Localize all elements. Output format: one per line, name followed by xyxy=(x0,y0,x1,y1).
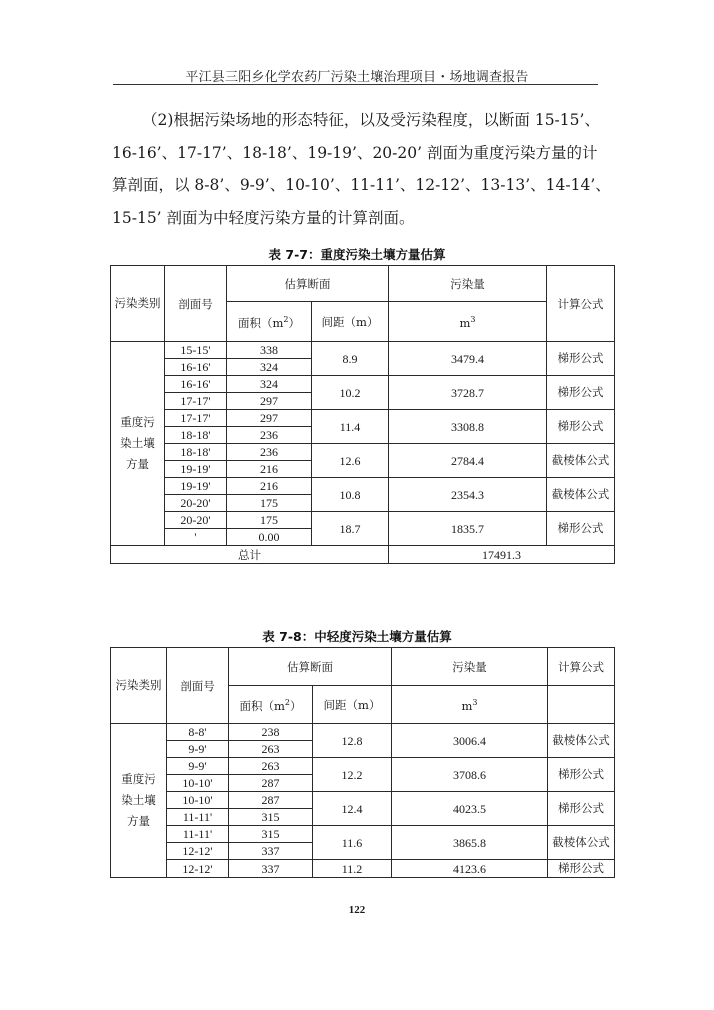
table1-heavy-pollution-volume xyxy=(110,265,615,564)
header-area-sup: 2 xyxy=(283,315,289,325)
spacing-cell: 10.2 xyxy=(312,376,389,410)
formula-cell: 梯形公式 xyxy=(547,376,615,410)
section-cell: 20-20' xyxy=(165,495,227,512)
unit-sup: 3 xyxy=(470,315,476,325)
area-cell: 175 xyxy=(227,495,312,512)
header-area xyxy=(227,302,312,342)
spacing-cell: 11.2 xyxy=(313,860,392,878)
spacing-cell: 12.6 xyxy=(312,444,389,478)
spacing-cell: 10.8 xyxy=(312,478,389,512)
area-cell: 287 xyxy=(229,792,313,809)
table-row xyxy=(111,478,615,495)
area-cell: 324 xyxy=(227,359,312,376)
header-formula: 计算公式 xyxy=(547,266,615,342)
area-cell: 236 xyxy=(227,427,312,444)
section-cell: 18-18' xyxy=(165,444,227,461)
header-area-label: 面积（m xyxy=(239,698,285,713)
spacing-cell: 11.6 xyxy=(313,826,392,860)
spacing-cell: 8.9 xyxy=(312,342,389,376)
formula-cell: 梯形公式 xyxy=(547,410,615,444)
spacing-cell: 12.4 xyxy=(313,792,392,826)
section-cell: 15-15' xyxy=(165,342,227,359)
category-cell: 重度污染土壤方量 xyxy=(111,724,167,878)
category-cell: 重度污染土壤方量 xyxy=(111,342,165,546)
section-cell: 17-17' xyxy=(165,393,227,410)
area-cell: 337 xyxy=(229,860,313,878)
unit-label: m xyxy=(459,315,471,330)
volume-cell: 3865.8 xyxy=(392,826,548,860)
paragraph-line: 15-15’ 剖面为中轻度污染方量的计算剖面。 xyxy=(112,208,415,227)
section-cell: 11-11' xyxy=(167,809,229,826)
spacing-cell: 12.2 xyxy=(313,758,392,792)
page-number: 122 xyxy=(348,904,366,916)
area-cell: 0.00 xyxy=(227,529,312,546)
area-cell: 338 xyxy=(227,342,312,359)
formula-cell: 截棱体公式 xyxy=(548,724,615,758)
volume-cell: 3006.4 xyxy=(392,724,548,758)
table-row xyxy=(111,826,615,843)
table-row xyxy=(111,376,615,393)
header-formula-blank xyxy=(548,686,615,724)
table-row xyxy=(111,512,615,529)
area-cell: 263 xyxy=(229,758,313,775)
volume-cell: 4123.6 xyxy=(392,860,548,878)
area-cell: 236 xyxy=(227,444,312,461)
spacing-cell: 11.4 xyxy=(312,410,389,444)
header-rule xyxy=(113,84,598,85)
formula-cell: 梯形公式 xyxy=(548,792,615,826)
section-cell: 16-16' xyxy=(165,359,227,376)
section-cell: 11-11' xyxy=(167,826,229,843)
area-cell: 287 xyxy=(229,775,313,792)
paragraph-line: 算剖面，以 8-8’、9-9’、10-10’、11-11’、12-12’、13-13’、14-14’、 xyxy=(112,176,611,194)
section-cell: 18-18' xyxy=(165,427,227,444)
area-cell: 337 xyxy=(229,843,313,860)
area-cell: 324 xyxy=(227,376,312,393)
section-cell: 19-19' xyxy=(165,478,227,495)
header-area-close: ） xyxy=(288,315,300,330)
formula-cell: 截棱体公式 xyxy=(548,826,615,860)
area-cell: 297 xyxy=(227,393,312,410)
section-cell: 9-9' xyxy=(167,741,229,758)
formula-cell: 截棱体公式 xyxy=(547,478,615,512)
table1-caption: 表 7-7：重度污染土壤方量估算 xyxy=(268,247,446,262)
header-area xyxy=(229,686,313,724)
area-cell: 238 xyxy=(229,724,313,741)
table-row xyxy=(111,724,615,741)
spacing-cell: 18.7 xyxy=(312,512,389,546)
header-area-label: 面积（m xyxy=(238,315,284,330)
paragraph-line: 16-16’、17-17’、18-18’、19-19’、20-20’ 剖面为重度污染方量的计 xyxy=(112,143,598,162)
formula-cell: 梯形公式 xyxy=(547,342,615,376)
area-cell: 297 xyxy=(227,410,312,427)
header-estimate-section: 估算断面 xyxy=(227,266,389,302)
header-category: 污染类别 xyxy=(111,648,167,724)
table-row xyxy=(111,444,615,461)
table-row xyxy=(111,342,615,359)
area-cell: 315 xyxy=(229,809,313,826)
table2-caption: 表 7-8：中轻度污染土壤方量估算 xyxy=(262,629,452,644)
area-cell: 315 xyxy=(229,826,313,843)
header-volume-unit xyxy=(389,302,547,342)
header-area-close: ） xyxy=(290,698,302,713)
unit-label: m xyxy=(461,698,473,713)
area-cell: 175 xyxy=(227,512,312,529)
section-cell: 10-10' xyxy=(167,775,229,792)
body-paragraph xyxy=(112,104,612,234)
formula-cell: 梯形公式 xyxy=(548,860,615,878)
paragraph-line: （2)根据污染场地的形态特征，以及受污染程度，以断面 15-15’、 xyxy=(142,111,600,129)
section-cell: 12-12' xyxy=(167,860,229,878)
table-row xyxy=(111,758,615,775)
area-cell: 216 xyxy=(227,461,312,478)
header-section: 剖面号 xyxy=(167,648,229,724)
header-volume-unit xyxy=(392,686,548,724)
total-value: 17491.3 xyxy=(389,546,615,564)
volume-cell: 3708.6 xyxy=(392,758,548,792)
header-volume: 污染量 xyxy=(389,266,547,302)
volume-cell: 2354.3 xyxy=(389,478,547,512)
header-volume: 污染量 xyxy=(392,648,548,686)
volume-cell: 3479.4 xyxy=(389,342,547,376)
section-cell: 19-19' xyxy=(165,461,227,478)
header-spacing: 间距（m） xyxy=(313,686,392,724)
header-category: 污染类别 xyxy=(111,266,165,342)
section-cell: 17-17' xyxy=(165,410,227,427)
table-row xyxy=(111,860,615,878)
volume-cell: 3728.7 xyxy=(389,376,547,410)
unit-sup: 3 xyxy=(472,698,478,708)
table-row xyxy=(111,792,615,809)
area-cell: 216 xyxy=(227,478,312,495)
volume-cell: 1835.7 xyxy=(389,512,547,546)
header-area-sup: 2 xyxy=(284,698,290,708)
total-label: 总计 xyxy=(111,546,389,564)
formula-cell: 截棱体公式 xyxy=(547,444,615,478)
volume-cell: 3308.8 xyxy=(389,410,547,444)
table2-moderate-pollution-volume xyxy=(110,647,615,878)
formula-cell: 梯形公式 xyxy=(547,512,615,546)
section-cell: 16-16' xyxy=(165,376,227,393)
header-formula: 计算公式 xyxy=(548,648,615,686)
formula-cell: 梯形公式 xyxy=(548,758,615,792)
volume-cell: 4023.5 xyxy=(392,792,548,826)
section-cell: 20-20' xyxy=(165,512,227,529)
section-cell: 10-10' xyxy=(167,792,229,809)
header-spacing: 间距（m） xyxy=(312,302,389,342)
spacing-cell: 12.8 xyxy=(313,724,392,758)
running-header: 平江县三阳乡化学农药厂污染土壤治理项目・场地调查报告 xyxy=(185,70,529,85)
section-cell: 8-8' xyxy=(167,724,229,741)
header-estimate-section: 估算断面 xyxy=(229,648,392,686)
volume-cell: 2784.4 xyxy=(389,444,547,478)
section-cell: ' xyxy=(165,529,227,546)
table-row xyxy=(111,410,615,427)
area-cell: 263 xyxy=(229,741,313,758)
section-cell: 9-9' xyxy=(167,758,229,775)
section-cell: 12-12' xyxy=(167,843,229,860)
header-section: 剖面号 xyxy=(165,266,227,342)
